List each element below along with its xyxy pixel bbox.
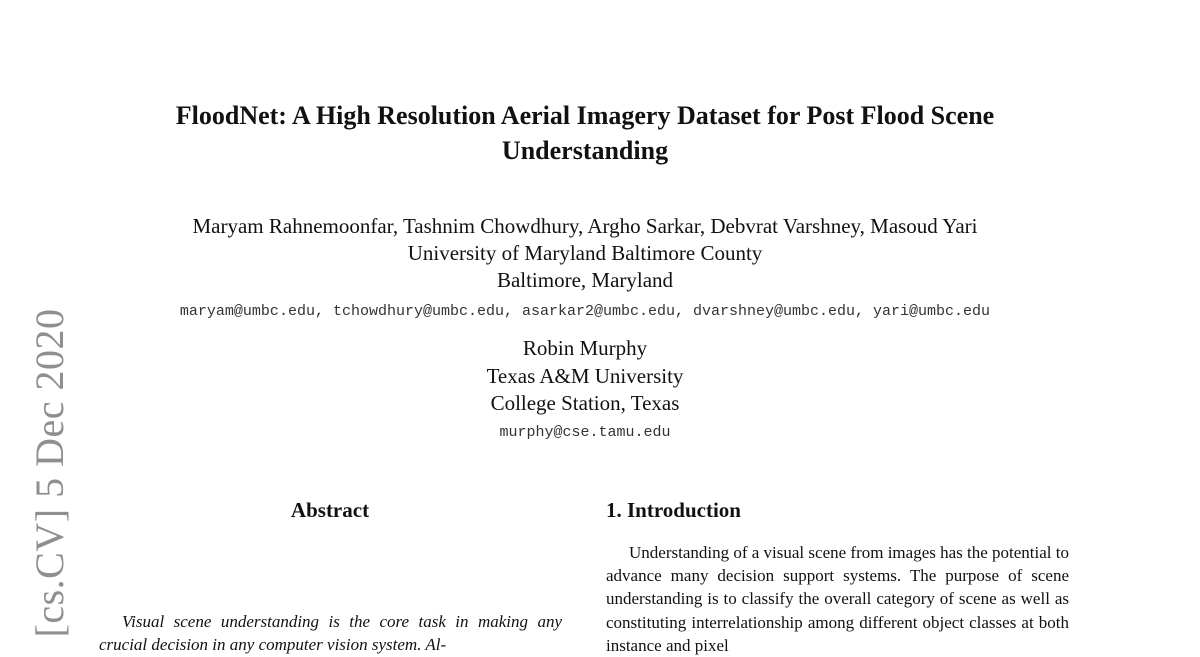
- abstract-heading: Abstract: [290, 498, 370, 522]
- introduction-heading: 1. Introduction: [606, 498, 741, 522]
- author-affiliation: University of Maryland Baltimore County: [407, 241, 763, 265]
- abstract-text: Visual scene understanding is the core task in making any crucial decision in any computer vision system. Al-: [99, 612, 562, 654]
- paper-title: [110, 98, 1060, 168]
- introduction-text: Understanding of a visual scene from images has the potential to advance many decision support systems. The purpose of scene understanding is to classify the overall category of scene as well as constituting interrelationship among different object classes at both instance and pixel: [606, 543, 1069, 655]
- second-author-affiliation: Texas A&M University: [486, 363, 684, 388]
- arxiv-stamp: [cs.CV] 5 Dec 2020: [27, 308, 72, 638]
- author-names: Maryam Rahnemoonfar, Tashnim Chowdhury, Argho Sarkar, Debvrat Varshney, Masoud Yari: [192, 214, 978, 238]
- author-location: Baltimore, Maryland: [496, 268, 674, 292]
- second-author-location: College Station, Texas: [490, 391, 680, 415]
- author-block-umbc: [60, 213, 1110, 294]
- paper-title-line-1: FloodNet: A High Resolution Aerial Imagery Dataset for Post Flood Scene: [175, 101, 995, 130]
- paper-title-line-2: Understanding: [501, 136, 669, 165]
- second-author-name: Robin Murphy: [522, 336, 648, 360]
- second-author-email: murphy@cse.tamu.edu: [499, 424, 671, 441]
- author-emails: maryam@umbc.edu, tchowdhury@umbc.edu, asarkar2@umbc.edu, dvarshney@umbc.edu, yari@umbc.edu: [179, 303, 991, 320]
- author-block-tamu: [335, 335, 835, 418]
